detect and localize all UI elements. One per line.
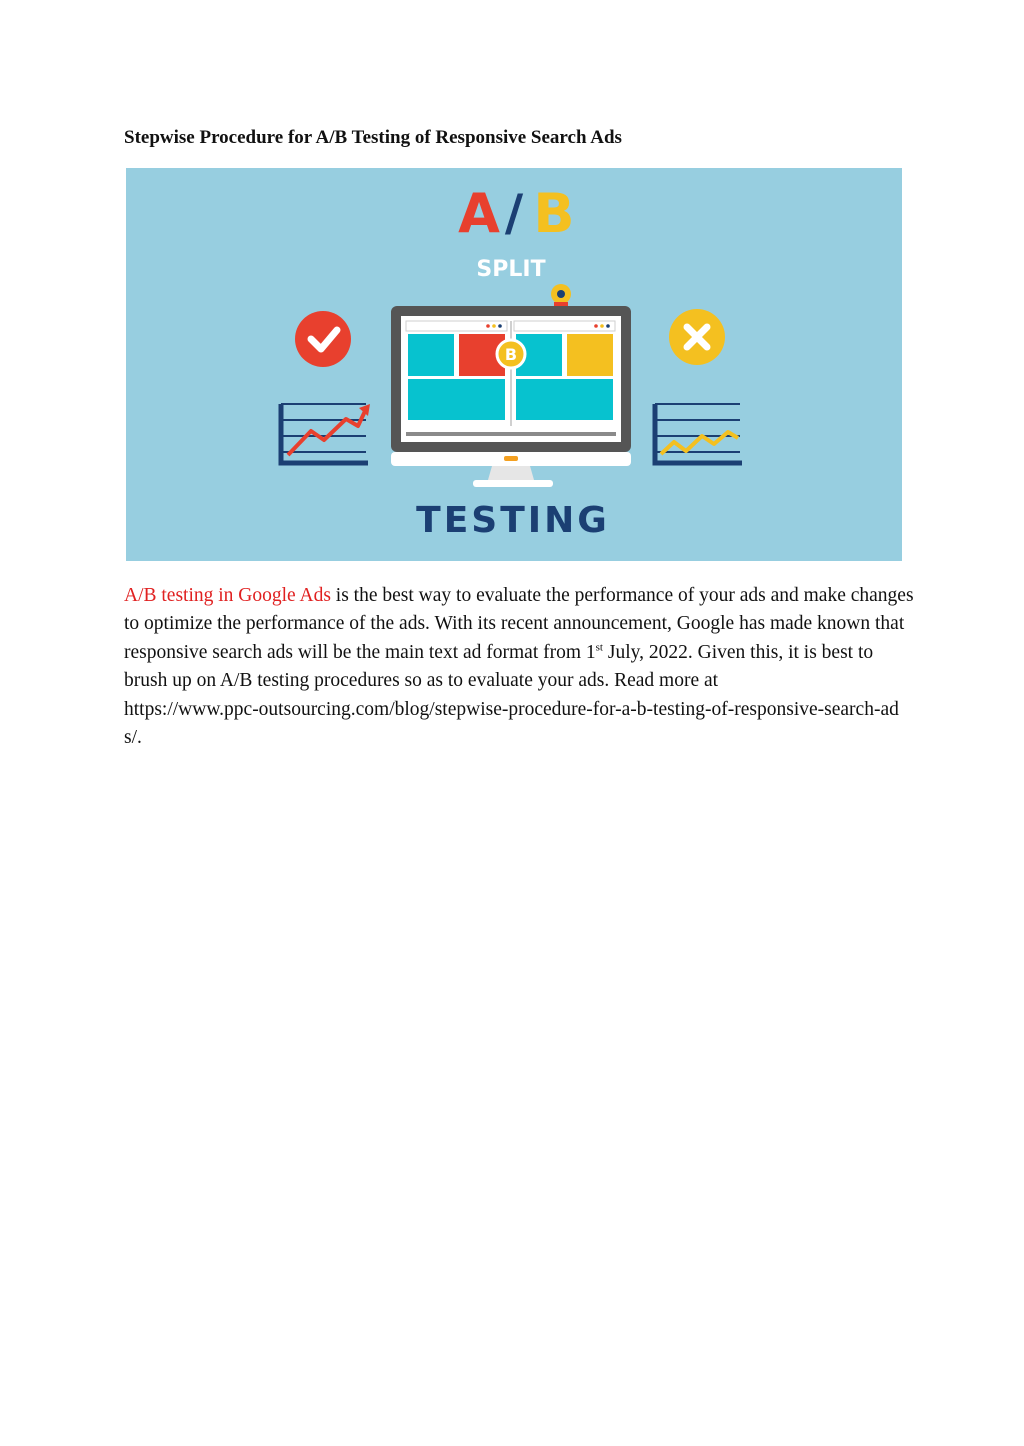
- testing-label: TESTING: [416, 500, 610, 541]
- cross-icon: [669, 309, 725, 365]
- paragraph-text-2: July, 2022. Given this, it is best to brush up on A/B testing procedures so as to evaluate your ads. Read more at: [124, 641, 874, 692]
- source-url: https://www.ppc-outsourcing.com/blog/stepwise-procedure-for-a-b-testing-of-responsive-search-ads/.: [124, 698, 899, 749]
- google-ads-ab-testing-link[interactable]: A/B testing in Google Ads: [124, 585, 331, 606]
- ab-split-testing-illustration: [126, 168, 902, 561]
- paragraph-text-1: is the best way to evaluate the performance of your ads and make changes to optimize the performance of the ads. With its recent announcement, Google has made known that responsive search ads will be the main text ad format from 1: [124, 585, 914, 663]
- check-icon: [295, 311, 351, 367]
- letter-b: B: [533, 182, 575, 245]
- rising-chart-icon: [281, 404, 370, 463]
- ordinal-superscript: st: [595, 641, 603, 654]
- page-title: Stepwise Procedure for A/B Testing of Responsive Search Ads: [124, 127, 622, 148]
- screen-badge: B: [504, 345, 518, 364]
- flat-chart-icon: [655, 404, 742, 463]
- split-label: SPLIT: [476, 257, 546, 282]
- body-paragraph: [124, 582, 914, 752]
- letter-a: A: [458, 182, 500, 245]
- slash: /: [504, 184, 524, 242]
- monitor-icon: [391, 306, 631, 487]
